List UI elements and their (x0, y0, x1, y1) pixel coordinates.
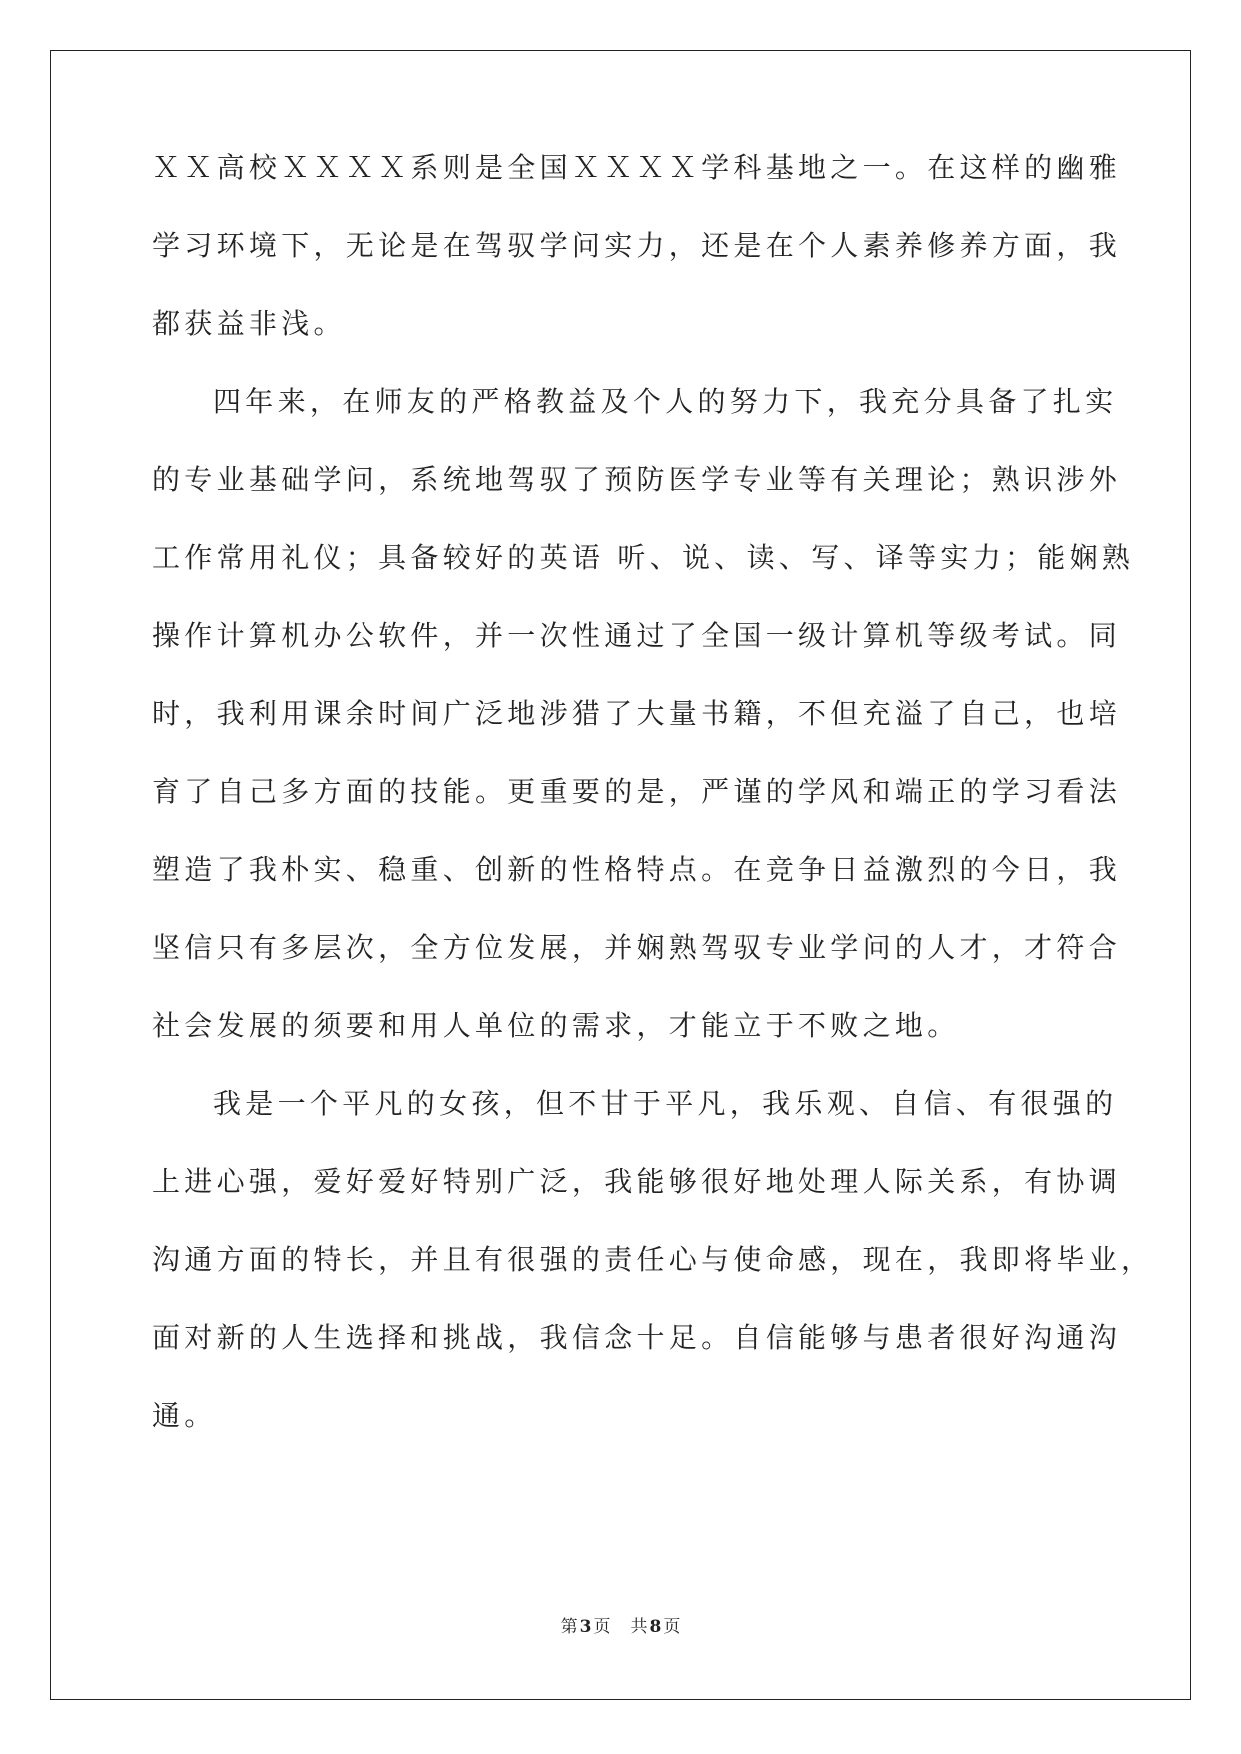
text-line: 沟通方面的特长，并且有很强的责任心与使命感，现在，我即将毕业， (152, 1243, 1154, 1276)
page-current: 3 (579, 1617, 592, 1637)
text-line: 都获益非浅。 (152, 307, 346, 340)
text-line: 育了自己多方面的技能。更重要的是，严谨的学风和端正的学习看法 (152, 775, 1122, 808)
text-line: 坚信只有多层次，全方位发展，并娴熟驾驭专业学问的人才，才符合 (152, 931, 1122, 964)
text-line: 通。 (152, 1399, 217, 1432)
text-line: 面对新的人生选择和挑战，我信念十足。自信能够与患者很好沟通沟 (152, 1321, 1122, 1354)
text-line: 上进心强，爱好爱好特别广泛，我能够很好地处理人际关系，有协调 (152, 1165, 1122, 1198)
text-line: ＸＸ高校ＸＸＸＸ系则是全国ＸＸＸＸ学科基地之一。在这样的幽雅 (152, 151, 1122, 184)
text-line: 时，我利用课余时间广泛地涉猎了大量书籍，不但充溢了自己，也培 (152, 697, 1122, 730)
text-line: 四年来，在师友的严格教益及个人的努力下，我充分具备了扎实 (213, 385, 1118, 418)
text-line: 塑造了我朴实、稳重、创新的性格特点。在竞争日益激烈的今日，我 (152, 853, 1122, 886)
text-line: 工作常用礼仪；具备较好的英语 听、说、读、写、译等实力；能娴熟 (152, 541, 1135, 574)
page-total: 8 (649, 1617, 662, 1637)
text-line: 社会发展的须要和用人单位的需求，才能立于不败之地。 (152, 1009, 960, 1042)
page-footer (0, 1612, 1241, 1637)
page-prefix: 第 (560, 1617, 578, 1637)
total-suffix: 页 (663, 1617, 681, 1637)
total-prefix: 共 (630, 1617, 648, 1637)
text-line: 学习环境下，无论是在驾驭学问实力，还是在个人素养修养方面，我 (152, 229, 1122, 262)
page-suffix: 页 (593, 1617, 611, 1637)
text-line: 我是一个平凡的女孩，但不甘于平凡，我乐观、自信、有很强的 (213, 1087, 1118, 1120)
text-line: 的专业基础学问，系统地驾驭了预防医学专业等有关理论；熟识涉外 (152, 463, 1122, 496)
text-line: 操作计算机办公软件，并一次性通过了全国一级计算机等级考试。同 (152, 619, 1122, 652)
